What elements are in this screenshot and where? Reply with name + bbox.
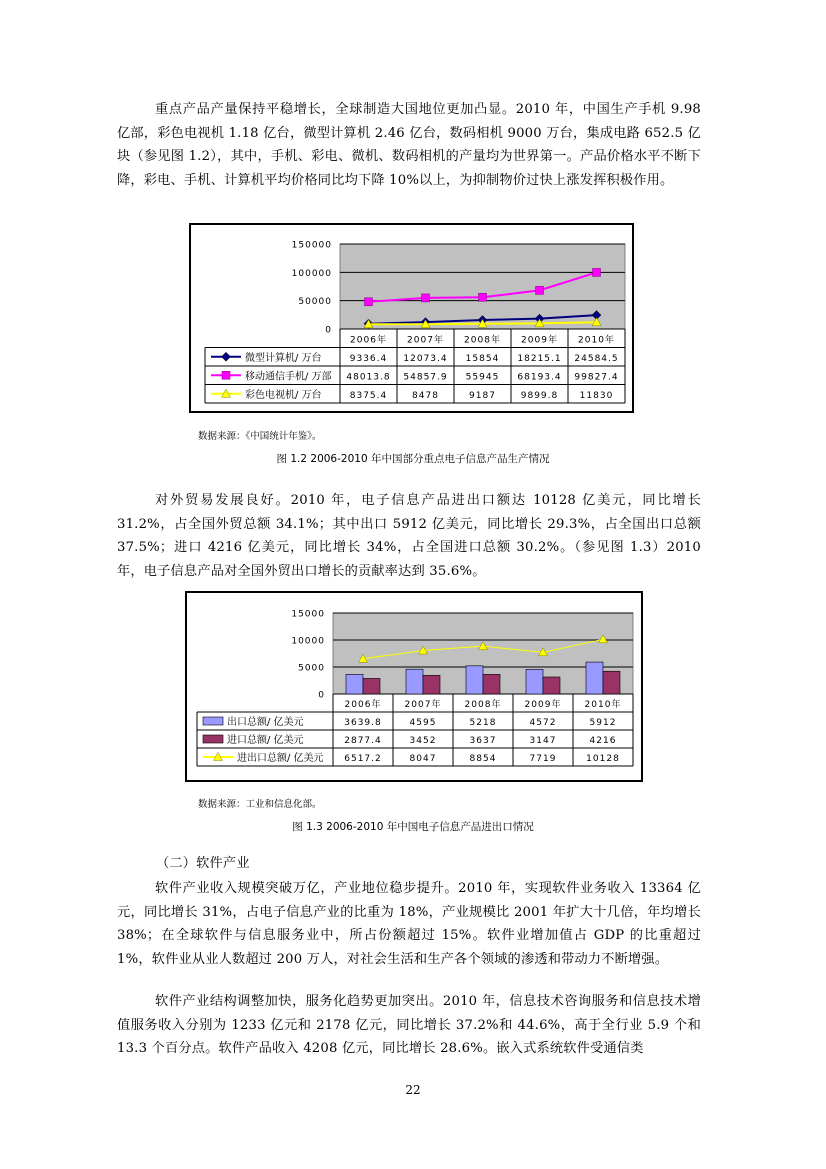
bar xyxy=(406,669,423,694)
data-label: 9899.8 xyxy=(520,390,559,401)
legend-label: 移动通信手机/ 万部 xyxy=(245,371,332,383)
data-label: 15854 xyxy=(465,353,500,364)
category-label: 2007年 xyxy=(407,335,444,346)
y-tick-label: 150000 xyxy=(291,240,332,251)
data-label: 6517.2 xyxy=(344,753,382,764)
legend-label: 进出口总额/ 亿美元 xyxy=(237,753,324,764)
bar xyxy=(586,662,603,694)
y-tick-label: 10000 xyxy=(291,636,325,647)
data-label: 2877.4 xyxy=(344,735,382,746)
bar xyxy=(603,671,620,694)
category-label: 2010年 xyxy=(578,335,615,346)
bar xyxy=(363,678,380,694)
data-label: 55945 xyxy=(465,372,500,383)
y-tick-label: 0 xyxy=(318,690,325,701)
figure-1-3-source: 数据来源：工业和信息化部。 xyxy=(198,799,322,810)
bar xyxy=(466,666,483,694)
data-label: 8047 xyxy=(409,753,437,764)
data-point xyxy=(422,294,430,302)
data-label: 9336.4 xyxy=(349,353,388,364)
page-number: 22 xyxy=(405,1083,421,1097)
figure-1-3-chart xyxy=(185,591,643,782)
data-label: 8854 xyxy=(469,753,497,764)
y-tick-label: 100000 xyxy=(291,268,332,279)
section-heading-software: （二）软件产业 xyxy=(156,856,250,871)
paragraph-software-structure: 软件产业结构调整加快，服务化趋势更加突出。2010 年，信息技术咨询服务和信息技术增值服务收入分别为 1233 亿元和 2178 亿元，同比增长 37.2%和 44.6%，高于全行业 5.9 个和 13.3 个百分点。软件产品收入 4208 亿元，同比增长 28.6%。嵌入式系统软件受通信类 xyxy=(117,994,701,1057)
category-label: 2006年 xyxy=(350,335,387,346)
data-label: 10128 xyxy=(586,753,620,764)
data-label: 12073.4 xyxy=(403,353,448,364)
paragraph-production: 重点产品产量保持平稳增长，全球制造大国地位更加凸显。2010 年，中国生产手机 9.98 亿部，彩色电视机 1.18 亿台，微型计算机 2.46 亿台，数码相机 9000 万台，集成电路 652.5 亿块（参见图 1.2），其中，手机、彩电、微机、数码相机的产量均为世界第一。产品价格水平不断下降，彩电、手机、计算机平均价格同比均下降 10%以上，为抑制物价过快上涨发挥积极作用。 xyxy=(117,102,701,188)
data-label: 5912 xyxy=(589,717,617,728)
figure-1-2-caption: 图 1.2 2006-2010 年中国部分重点电子信息产品生产情况 xyxy=(276,453,550,465)
y-tick-label: 5000 xyxy=(298,663,325,674)
data-label: 68193.4 xyxy=(517,372,562,383)
y-tick-label: 15000 xyxy=(291,609,325,620)
data-point xyxy=(536,286,544,294)
category-label: 2008年 xyxy=(464,699,502,710)
bar xyxy=(346,674,363,694)
bar xyxy=(423,675,440,694)
data-label: 3639.8 xyxy=(344,717,382,728)
data-label: 3147 xyxy=(529,735,557,746)
data-label: 7719 xyxy=(529,753,557,764)
category-label: 2008年 xyxy=(464,335,501,346)
data-label: 4216 xyxy=(589,735,617,746)
data-label: 3637 xyxy=(469,735,497,746)
data-label: 48013.8 xyxy=(346,372,391,383)
bar xyxy=(526,669,543,694)
paragraph-trade: 对外贸易发展良好。2010 年，电子信息产品进出口额达 10128 亿美元，同比增长 31.2%，占全国外贸总额 34.1%；其中出口 5912 亿美元，同比增长 29.3%，占全国出口总额 37.5%；进口 4216 亿美元，同比增长 34%，占全国进口总额 30.2%。（参见图 1.3）2010 年，电子信息产品对全国外贸出口增长的贡献率达到 35.6%。 xyxy=(117,493,701,579)
category-label: 2007年 xyxy=(404,699,442,710)
legend-label: 进口总额/ 亿美元 xyxy=(227,735,304,746)
bar xyxy=(483,674,500,694)
legend-marker xyxy=(222,352,231,361)
data-label: 18215.1 xyxy=(517,353,562,364)
data-label: 4595 xyxy=(409,717,437,728)
legend-label: 出口总额/ 亿美元 xyxy=(227,717,304,728)
data-point xyxy=(479,293,487,301)
legend-label: 微型计算机/ 万台 xyxy=(245,352,322,364)
legend-marker xyxy=(222,371,230,379)
data-label: 9187 xyxy=(469,390,496,401)
data-point xyxy=(365,298,373,306)
data-label: 4572 xyxy=(529,717,557,728)
data-label: 8375.4 xyxy=(349,390,388,401)
data-label: 5218 xyxy=(469,717,497,728)
figure-1-2-chart xyxy=(189,223,634,413)
data-point xyxy=(593,268,601,276)
legend-key xyxy=(203,735,223,743)
category-label: 2009年 xyxy=(521,335,558,346)
y-tick-label: 0 xyxy=(325,325,332,336)
data-label: 99827.4 xyxy=(574,372,619,383)
paragraph-software-scale: 软件产业收入规模突破万亿，产业地位稳步提升。2010 年，实现软件业务收入 13364 亿元，同比增长 31%，占电子信息产业的比重为 18%，产业规模比 2001 年扩大十几倍，年均增长 38%；在全球软件与信息服务业中，所占份额超过 15%。软件业增加值占 GDP 的比重超过 1%，软件业从业人数超过 200 万人，对社会生活和生产各个领域的渗透和带动力不断增强。 xyxy=(117,881,701,967)
data-label: 3452 xyxy=(409,735,437,746)
trade-bar-chart xyxy=(187,593,641,780)
category-label: 2009年 xyxy=(524,699,562,710)
figure-1-2-source: 数据来源：《中国统计年鉴》。 xyxy=(198,431,322,442)
category-label: 2006年 xyxy=(344,699,382,710)
legend-key xyxy=(203,717,223,725)
legend-label: 彩色电视机/ 万台 xyxy=(245,389,322,401)
data-label: 54857.9 xyxy=(403,372,448,383)
data-label: 8478 xyxy=(412,390,439,401)
production-line-chart xyxy=(191,225,632,411)
data-label: 11830 xyxy=(579,390,614,401)
category-label: 2010年 xyxy=(584,699,622,710)
figure-1-3-caption: 图 1.3 2006-2010 年中国电子信息产品进出口情况 xyxy=(292,821,534,833)
bar xyxy=(543,677,560,694)
y-tick-label: 50000 xyxy=(298,297,332,308)
data-label: 24584.5 xyxy=(574,353,619,364)
